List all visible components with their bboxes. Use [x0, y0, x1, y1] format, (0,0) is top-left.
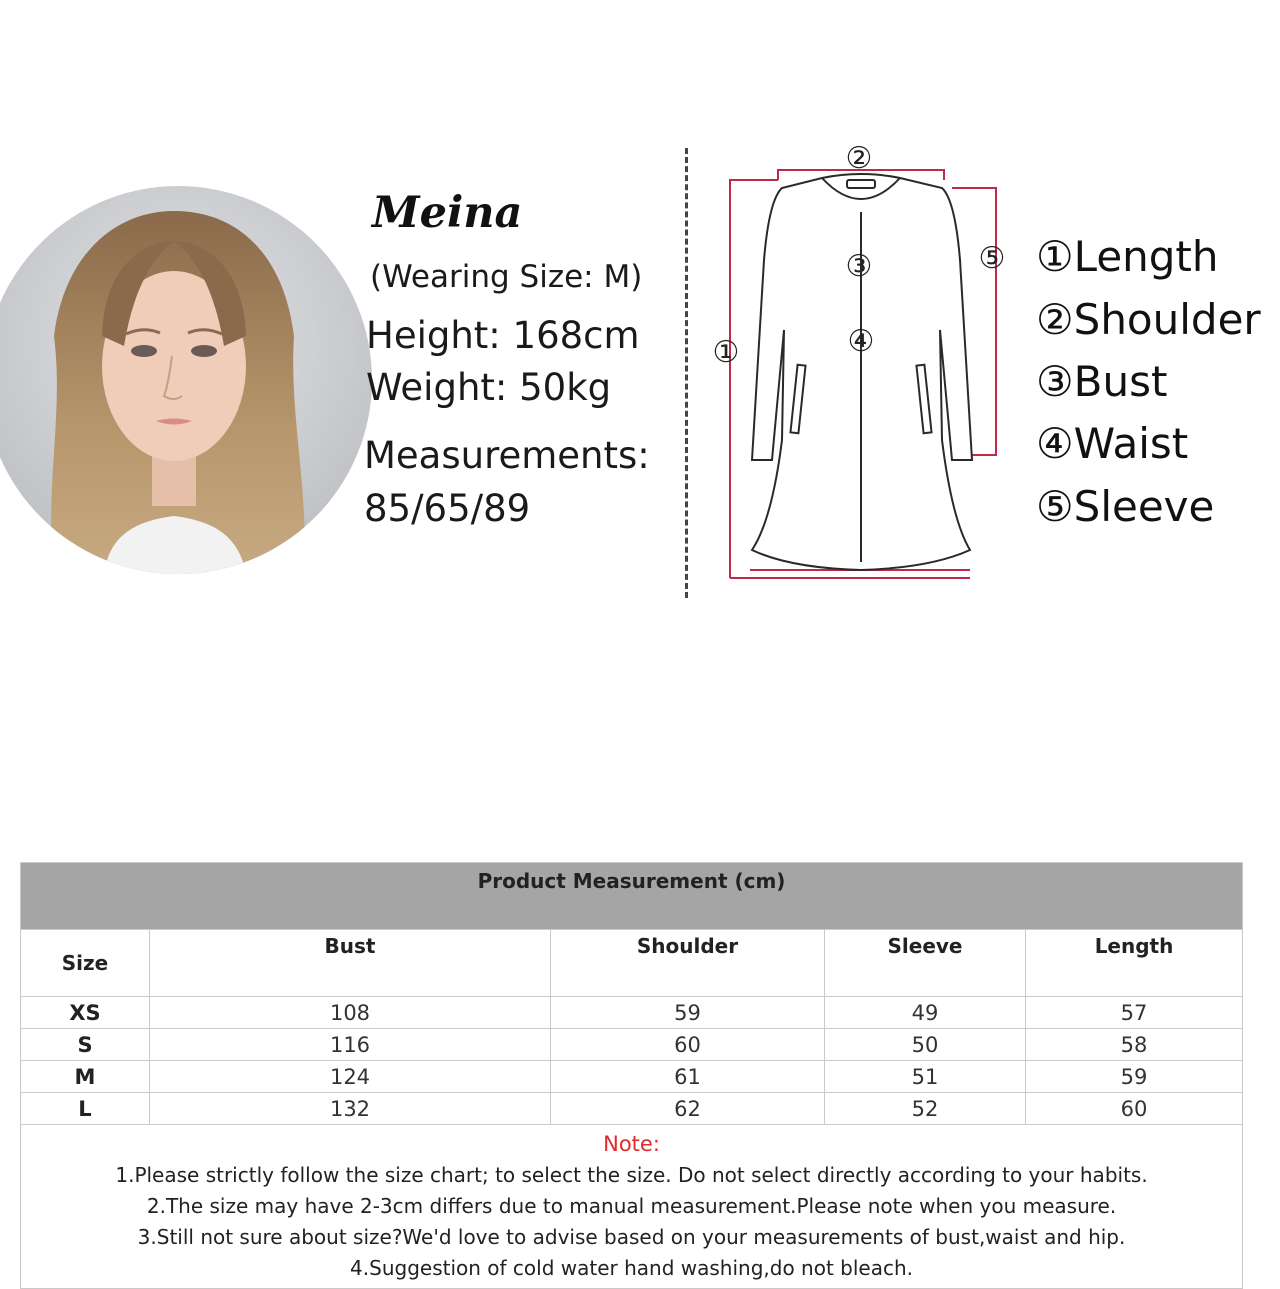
legend-shoulder [1036, 295, 1261, 344]
cell-sleeve: 50 [825, 1029, 1026, 1061]
cell-size: XS [21, 997, 150, 1029]
marker-5: ⑤ [978, 241, 1006, 276]
marker-3: ③ [845, 249, 873, 284]
cell-shoulder: 60 [551, 1029, 825, 1061]
legend-label: Shoulder [1073, 295, 1261, 344]
model-weight: Weight: 50kg [366, 366, 612, 409]
legend-label: Bust [1073, 357, 1168, 406]
model-height: Height: 168cm [366, 314, 640, 357]
legend-label: Length [1073, 232, 1219, 281]
cell-length: 59 [1026, 1061, 1243, 1093]
note-line-3: 3.Still not sure about size?We'd love to advise based on your measurements of bust,waist and hip. [137, 1225, 1126, 1249]
cell-bust: 124 [150, 1061, 551, 1093]
cell-size: S [21, 1029, 150, 1061]
cell-size: M [21, 1061, 150, 1093]
note-line-2: 2.The size may have 2-3cm differs due to manual measurement.Please note when you measure. [146, 1194, 1117, 1218]
header-shoulder: Shoulder [551, 930, 825, 997]
table-row [21, 1093, 1243, 1125]
header-bust: Bust [150, 930, 551, 997]
cell-bust: 132 [150, 1093, 551, 1125]
coat-outline-icon [690, 130, 1040, 600]
legend-num: ③ [1036, 357, 1074, 406]
dashed-divider [685, 148, 688, 598]
cell-sleeve: 51 [825, 1061, 1026, 1093]
model-portrait-image [0, 186, 372, 574]
marker-4: ④ [847, 324, 875, 359]
legend-sleeve [1036, 482, 1214, 531]
legend-num: ④ [1036, 419, 1074, 468]
note-box [21, 1125, 1243, 1289]
legend-num: ⑤ [1036, 482, 1074, 531]
legend-label: Sleeve [1073, 482, 1215, 531]
note-line-4: 4.Suggestion of cold water hand washing,do not bleach. [350, 1256, 913, 1280]
table-row [21, 1061, 1243, 1093]
cell-sleeve: 52 [825, 1093, 1026, 1125]
model-name: Meina [372, 188, 523, 238]
legend-num: ① [1036, 232, 1074, 281]
model-photo [0, 186, 372, 574]
coat-shape [752, 174, 972, 570]
header-length: Length [1026, 930, 1243, 997]
measurements-value: 85/65/89 [364, 487, 531, 530]
header-sleeve: Sleeve [825, 930, 1026, 997]
cell-bust: 116 [150, 1029, 551, 1061]
cell-length: 57 [1026, 997, 1243, 1029]
cell-length: 58 [1026, 1029, 1243, 1061]
cell-shoulder: 61 [551, 1061, 825, 1093]
cell-bust: 108 [150, 997, 551, 1029]
legend-bust [1036, 357, 1167, 406]
size-table [20, 862, 1242, 1289]
cell-length: 60 [1026, 1093, 1243, 1125]
legend-waist [1036, 419, 1188, 468]
marker-2: ② [845, 141, 873, 176]
note-line-1: 1.Please strictly follow the size chart; to select the size. Do not select directly according to your habits. [115, 1163, 1148, 1187]
cell-shoulder: 59 [551, 997, 825, 1029]
legend-length [1036, 232, 1219, 281]
marker-1: ① [712, 335, 740, 370]
legend-num: ② [1036, 295, 1074, 344]
legend-label: Waist [1073, 419, 1189, 468]
coat-diagram [690, 130, 1040, 600]
cell-shoulder: 62 [551, 1093, 825, 1125]
wearing-size: (Wearing Size: M) [370, 259, 643, 295]
table-row [21, 997, 1243, 1029]
cell-size: L [21, 1093, 150, 1125]
table-row [21, 1029, 1243, 1061]
note-title: Note: [603, 1132, 660, 1156]
measurements-label: Measurements: [364, 434, 650, 477]
table-title: Product Measurement (cm) [21, 863, 1243, 930]
header-size: Size [21, 930, 150, 997]
cell-sleeve: 49 [825, 997, 1026, 1029]
